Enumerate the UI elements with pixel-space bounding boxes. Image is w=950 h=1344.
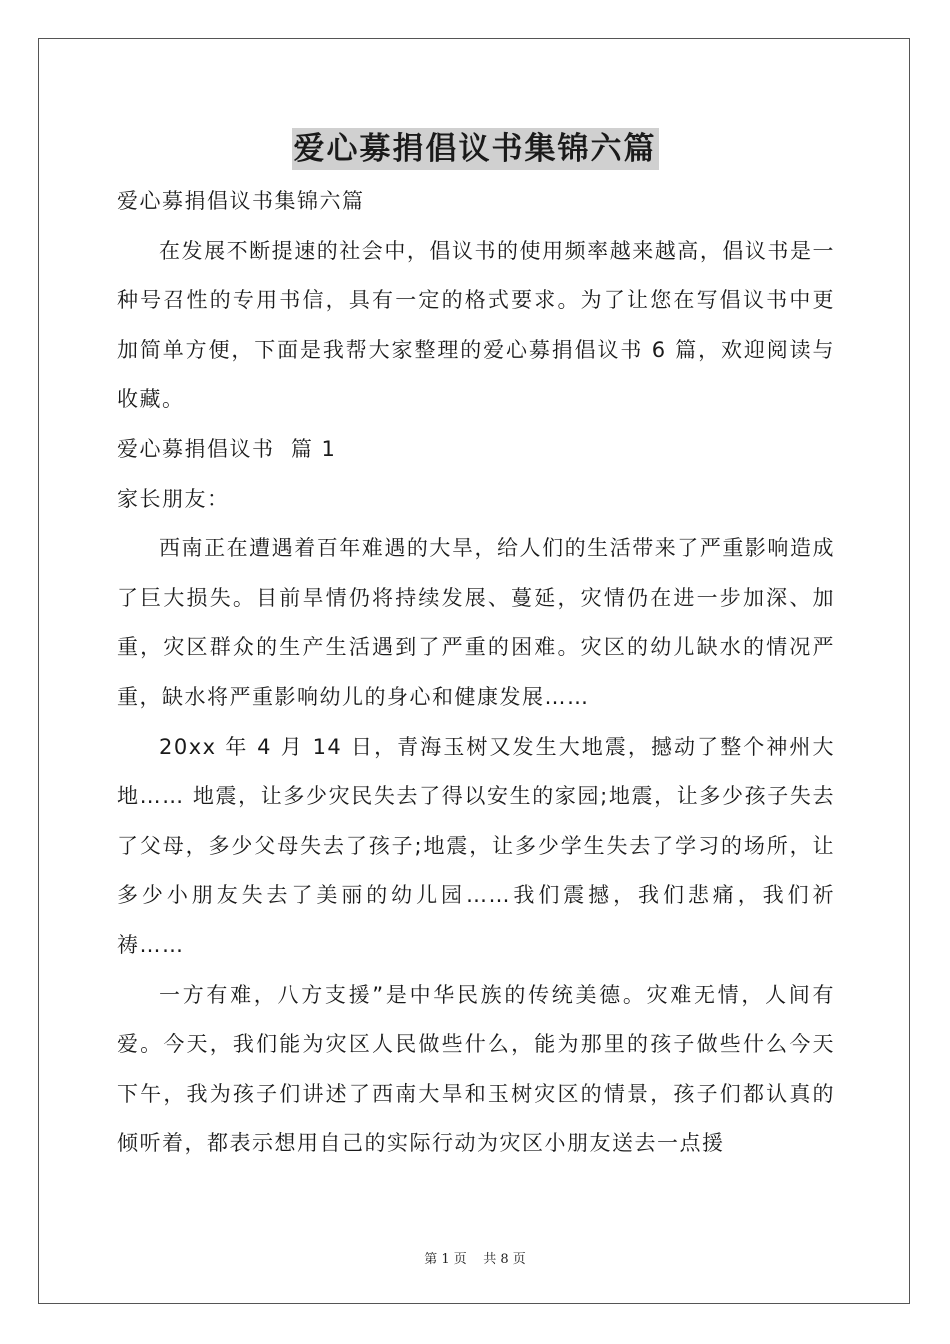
document-title: 爱心募捐倡议书集锦六篇 xyxy=(292,128,659,170)
page-footer xyxy=(0,1248,950,1267)
body-paragraph-1: 西南正在遭遇着百年难遇的大旱，给人们的生活带来了严重影响造成了巨大损失。目前旱情仍将持续发展、蔓延，灾情仍在进一步加深、加重，灾区群众的生产生活遇到了严重的困难。灾区的幼儿缺水的情况严重，缺水将严重影响幼儿的身心和健康发展…… xyxy=(117,536,835,709)
page-number: 第 1 页 共 8 页 xyxy=(424,1252,526,1267)
intro-paragraph: 在发展不断提速的社会中，倡议书的使用频率越来越高，倡议书是一种号召性的专用书信，具有一定的格式要求。为了让您在写倡议书中更加简单方便，下面是我帮大家整理的爱心募捐倡议书 6 篇，欢迎阅读与收藏。 xyxy=(117,238,835,412)
body-paragraph-2: 20xx 年 4 月 14 日，青海玉树又发生大地震，撼动了整个神州大地…… 地震，让多少灾民失去了得以安生的家园;地震，让多少孩子失去了父母，多少父母失去了孩子;地震，让多少学生失去了学习的场所，让多少小朋友失去了美丽的幼儿园……我们震撼，我们悲痛，我们祈祷…… xyxy=(117,734,835,957)
title-container xyxy=(0,128,950,170)
document-body xyxy=(117,177,835,1169)
salutation: 家长朋友： xyxy=(117,486,230,511)
body-paragraph-3: 一方有难，八方支援”是中华民族的传统美德。灾难无情，人间有爱。今天，我们能为灾区人民做些什么，能为那里的孩子做些什么今天下午，我为孩子们讲述了西南大旱和玉树灾区的情景，孩子们都认真的倾听着，都表示想用自己的实际行动为灾区小朋友送去一点援 xyxy=(117,982,835,1156)
subtitle-line: 爱心募捐倡议书集锦六篇 xyxy=(117,189,365,213)
section-heading: 爱心募捐倡议书 篇 1 xyxy=(117,436,337,461)
